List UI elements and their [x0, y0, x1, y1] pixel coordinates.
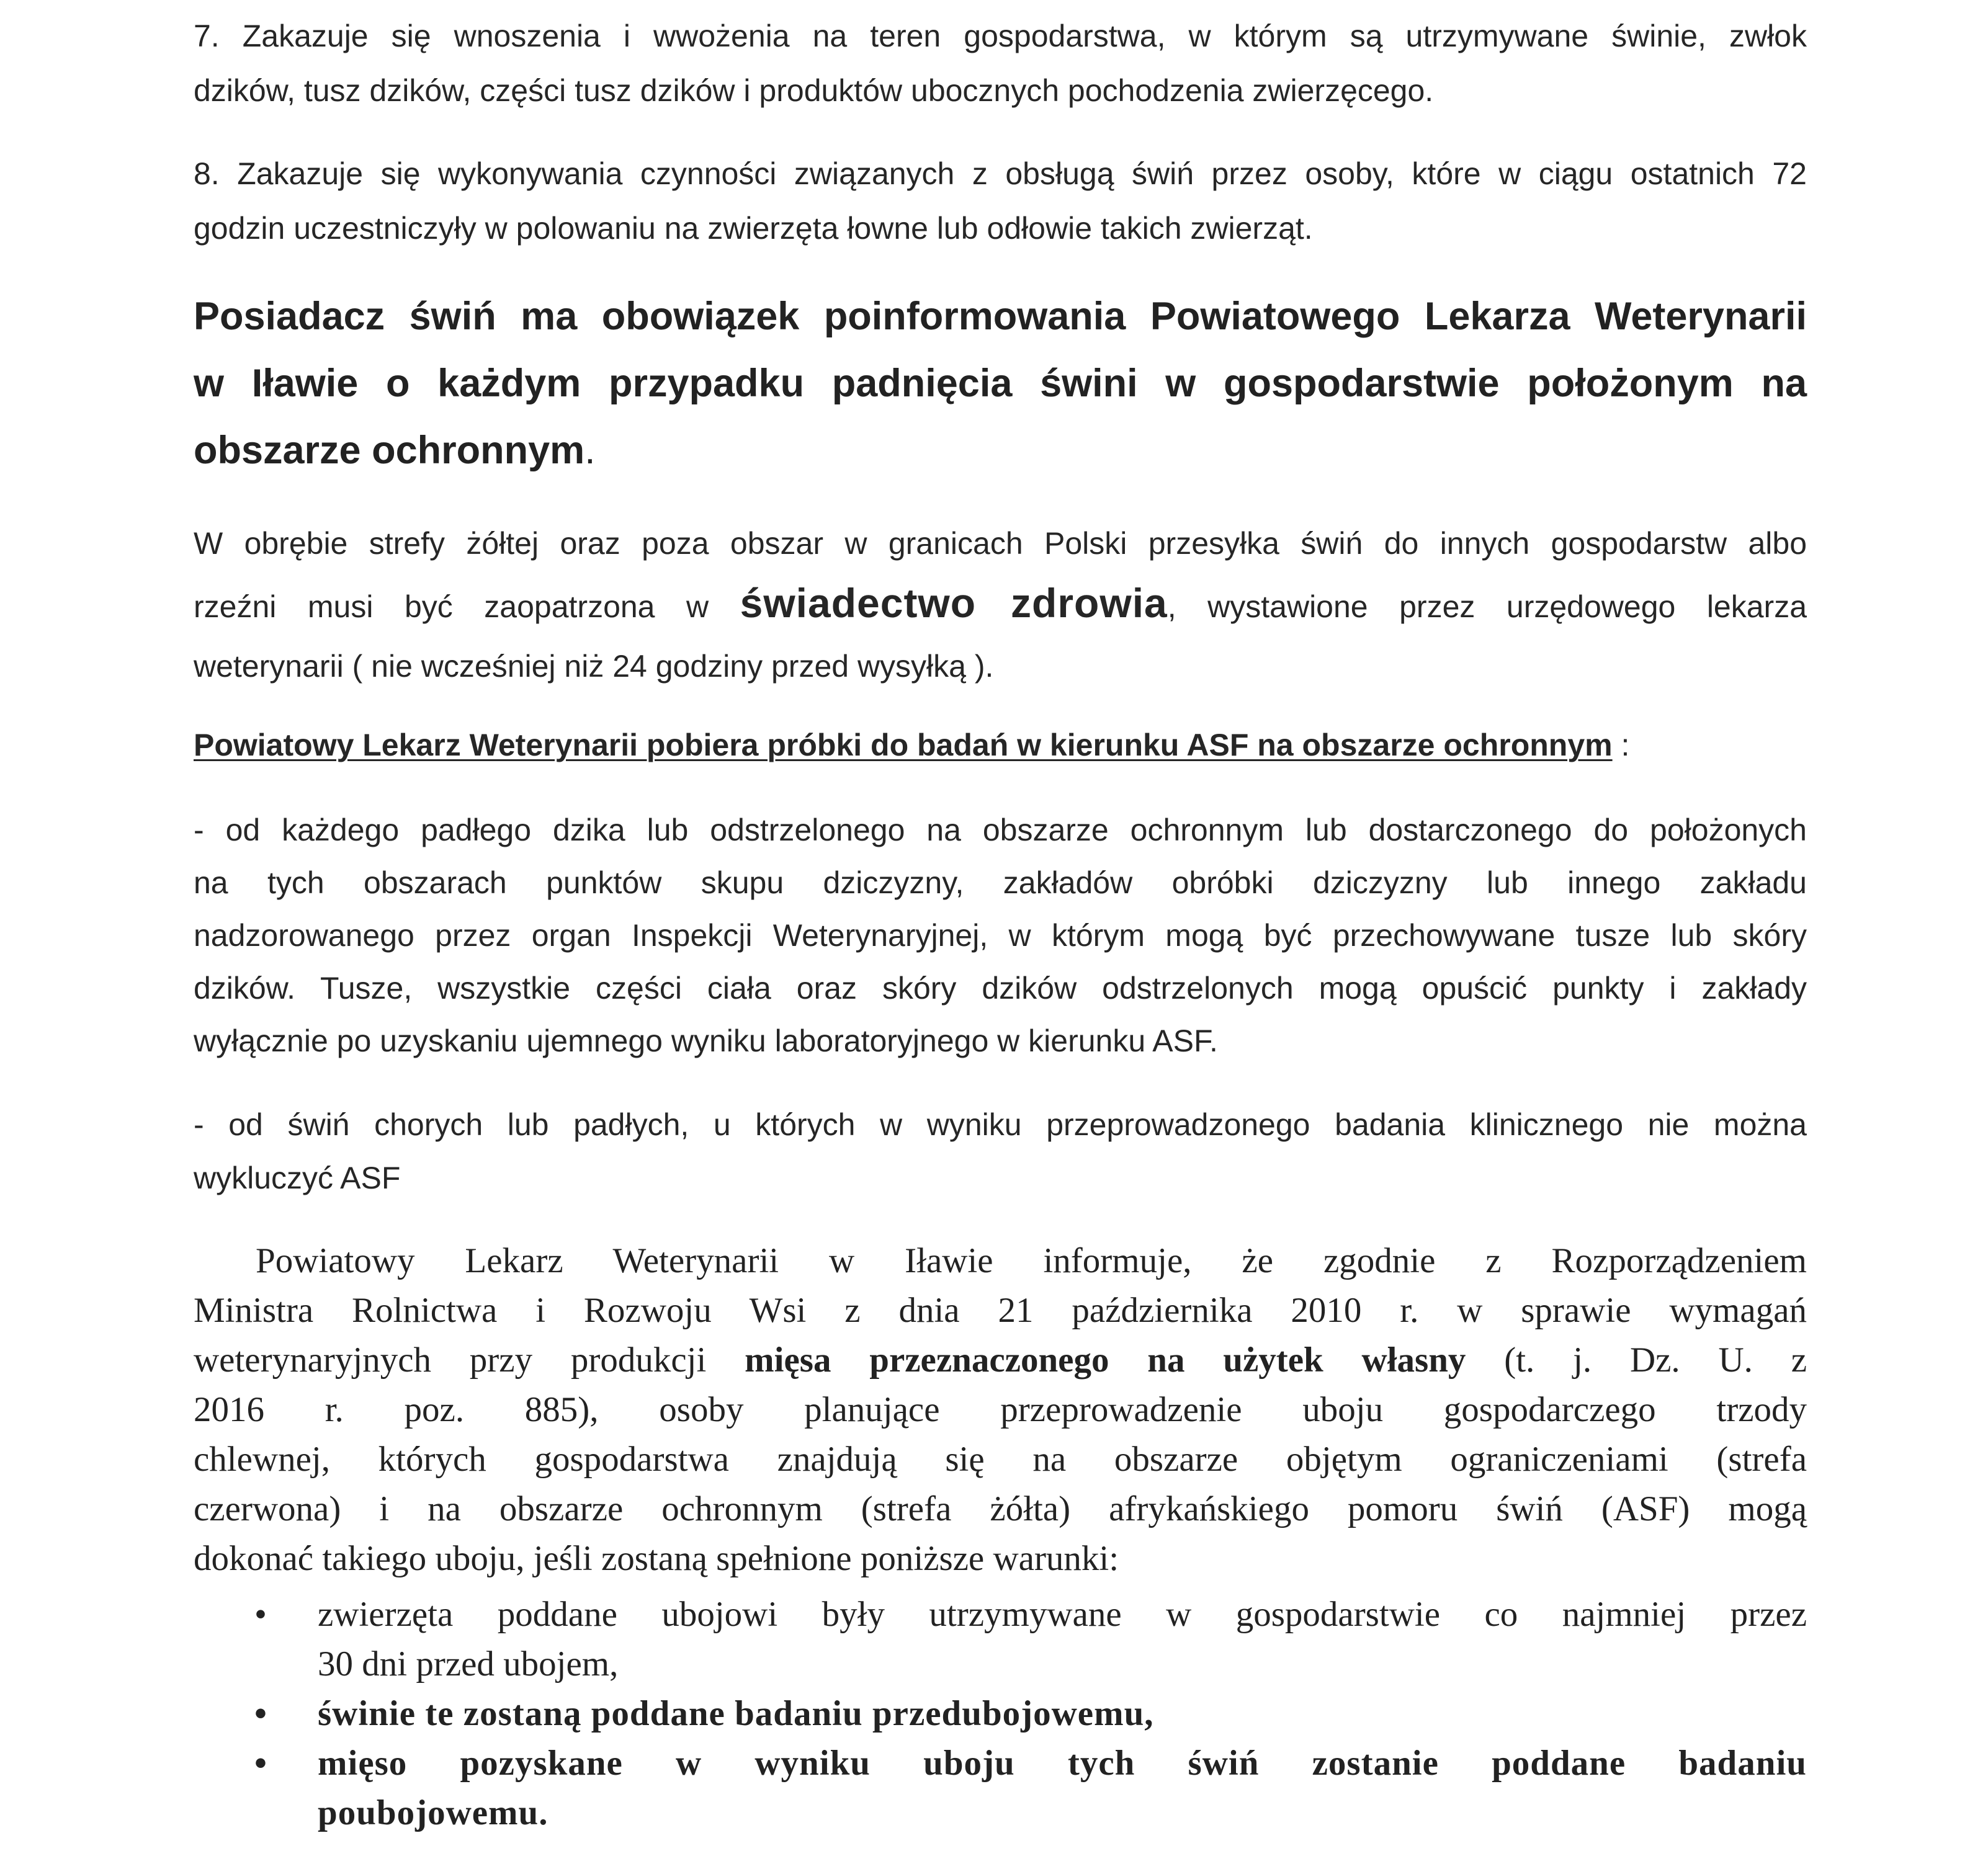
bullet-icon: • — [254, 1694, 267, 1733]
text-line: godzin uczestniczyły w polowaniu na zwierzęta łowne lub odłowie takich zwierząt. — [194, 211, 1313, 246]
text-line: chlewnej, których gospodarstwa znajdują się na obszarze objętym ograniczeniami (strefa — [194, 1440, 1807, 1479]
text-fragment: Powiatowy Lekarz Weterynarii w Iławie informuje, że zgodnie z Rozporządzeniem — [256, 1241, 1807, 1280]
text-line: dzików, tusz dzików, części tusz dzików i produktów ubocznych pochodzenia zwierzęcego. — [194, 73, 1434, 108]
paragraph-point-8 — [194, 146, 1807, 256]
text-line: dokonać takiego uboju, jeśli zostaną spełnione poniższe warunki: — [194, 1539, 1119, 1578]
text-line: weterynarii ( nie wcześniej niż 24 godziny przed wysyłką ). — [194, 649, 994, 684]
text-line: 30 dni przed ubojem, — [318, 1644, 619, 1684]
underlined-heading: Powiatowy Lekarz Weterynarii pobiera próbki do badań w kierunku ASF na obszarze ochronnym — [194, 728, 1613, 762]
heading-end: . — [584, 429, 596, 472]
bullet-icon: • — [254, 1595, 267, 1634]
text-line: na tych obszarach punktów skupu dziczyzny, zakładów obróbki dziczyzny lub innego zakładu — [194, 865, 1807, 900]
paragraph-point-7 — [194, 9, 1807, 118]
text-line: 2016 r. poz. 885), osoby planujące przeprowadzenie uboju gospodarczego trzody — [194, 1390, 1807, 1429]
text-line: W obrębie strefy żółtej oraz poza obszar w granicach Polski przesyłka świń do innych gospodarstw albo — [194, 526, 1807, 561]
text-fragment: , wystawione przez urzędowego lekarza — [1167, 589, 1807, 624]
text-line: zwierzęta poddane ubojowi były utrzymywane w gospodarstwie co najmniej przez — [318, 1595, 1807, 1634]
paragraph-yellow-zone — [194, 514, 1807, 696]
text-fragment: weterynaryjnych przy produkcji — [194, 1340, 745, 1380]
text-fragment: (t. j. Dz. U. z — [1466, 1340, 1807, 1380]
conditions-list — [194, 1590, 1807, 1838]
text-line: czerwona) i na obszarze ochronnym (strefa żółta) afrykańskiego pomoru świń (ASF) mogą — [194, 1489, 1807, 1528]
condition-item — [194, 1739, 1807, 1838]
text-line: 7. Zakazuje się wnoszenia i wwożenia na teren gospodarstwa, w którym są utrzymywane świnie, zwłok — [194, 19, 1807, 53]
text-line — [194, 1336, 1807, 1385]
text-line — [194, 417, 1807, 484]
text-line: 8. Zakazuje się wykonywania czynności związanych z obsługą świń przez osoby, które w ciągu ostatnich 72 — [194, 156, 1807, 191]
heading-text: obszarze ochronnym — [194, 429, 585, 472]
text-line: dzików. Tusze, wszystkie części ciała oraz skóry dzików odstrzelonych mogą opuścić punkty i zakłady — [194, 971, 1807, 1006]
sampling-heading — [194, 723, 1807, 767]
text-line: - od każdego padłego dzika lub odstrzelonego na obszarze ochronnym lub dostarczonego do położonych — [194, 813, 1807, 847]
text-line: w Iławie o każdym przypadku padnięcia świni w gospodarstwie położonym na — [194, 362, 1807, 405]
text-line: mięso pozyskane w wyniku uboju tych świń zostanie poddane badaniu — [318, 1744, 1807, 1783]
text-fragment: rzeźni musi być zaopatrzona w — [194, 589, 740, 624]
text-line — [194, 1236, 1807, 1286]
paragraph-home-slaughter-info — [194, 1236, 1807, 1584]
condition-item — [194, 1689, 1807, 1739]
text-line: wykluczyć ASF — [194, 1161, 401, 1195]
text-line: Posiadacz świń ma obowiązek poinformowania Powiatowego Lekarza Weterynarii — [194, 295, 1807, 338]
text-line: nadzorowanego przez organ Inspekcji Weterynaryjnej, w którym mogą być przechowywane tusze lub skóry — [194, 918, 1807, 953]
text-line — [194, 723, 1807, 767]
text-line: Ministra Rolnictwa i Rozwoju Wsi z dnia 21 października 2010 r. w sprawie wymagań — [194, 1291, 1807, 1330]
text-line: poubojowemu. — [318, 1793, 548, 1832]
list-item-sick-pigs — [194, 1098, 1807, 1205]
health-certificate-emphasis: świadectwo zdrowia — [740, 580, 1168, 626]
text-line — [194, 573, 1807, 636]
text-line: wyłącznie po uzyskaniu ujemnego wyniku laboratoryjnego w kierunku ASF. — [194, 1024, 1218, 1058]
condition-item — [194, 1590, 1807, 1689]
bullet-icon: • — [254, 1744, 267, 1783]
notice-heading — [194, 283, 1807, 484]
heading-end: : — [1612, 728, 1630, 762]
list-item-wild-boar — [194, 804, 1807, 1068]
own-use-meat-emphasis: mięsa przeznaczonego na użytek własny — [745, 1340, 1466, 1380]
text-line: - od świń chorych lub padłych, u których w wyniku przeprowadzonego badania klinicznego nie można — [194, 1107, 1807, 1142]
text-line: świnie te zostaną poddane badaniu przedubojowemu, — [318, 1694, 1154, 1733]
